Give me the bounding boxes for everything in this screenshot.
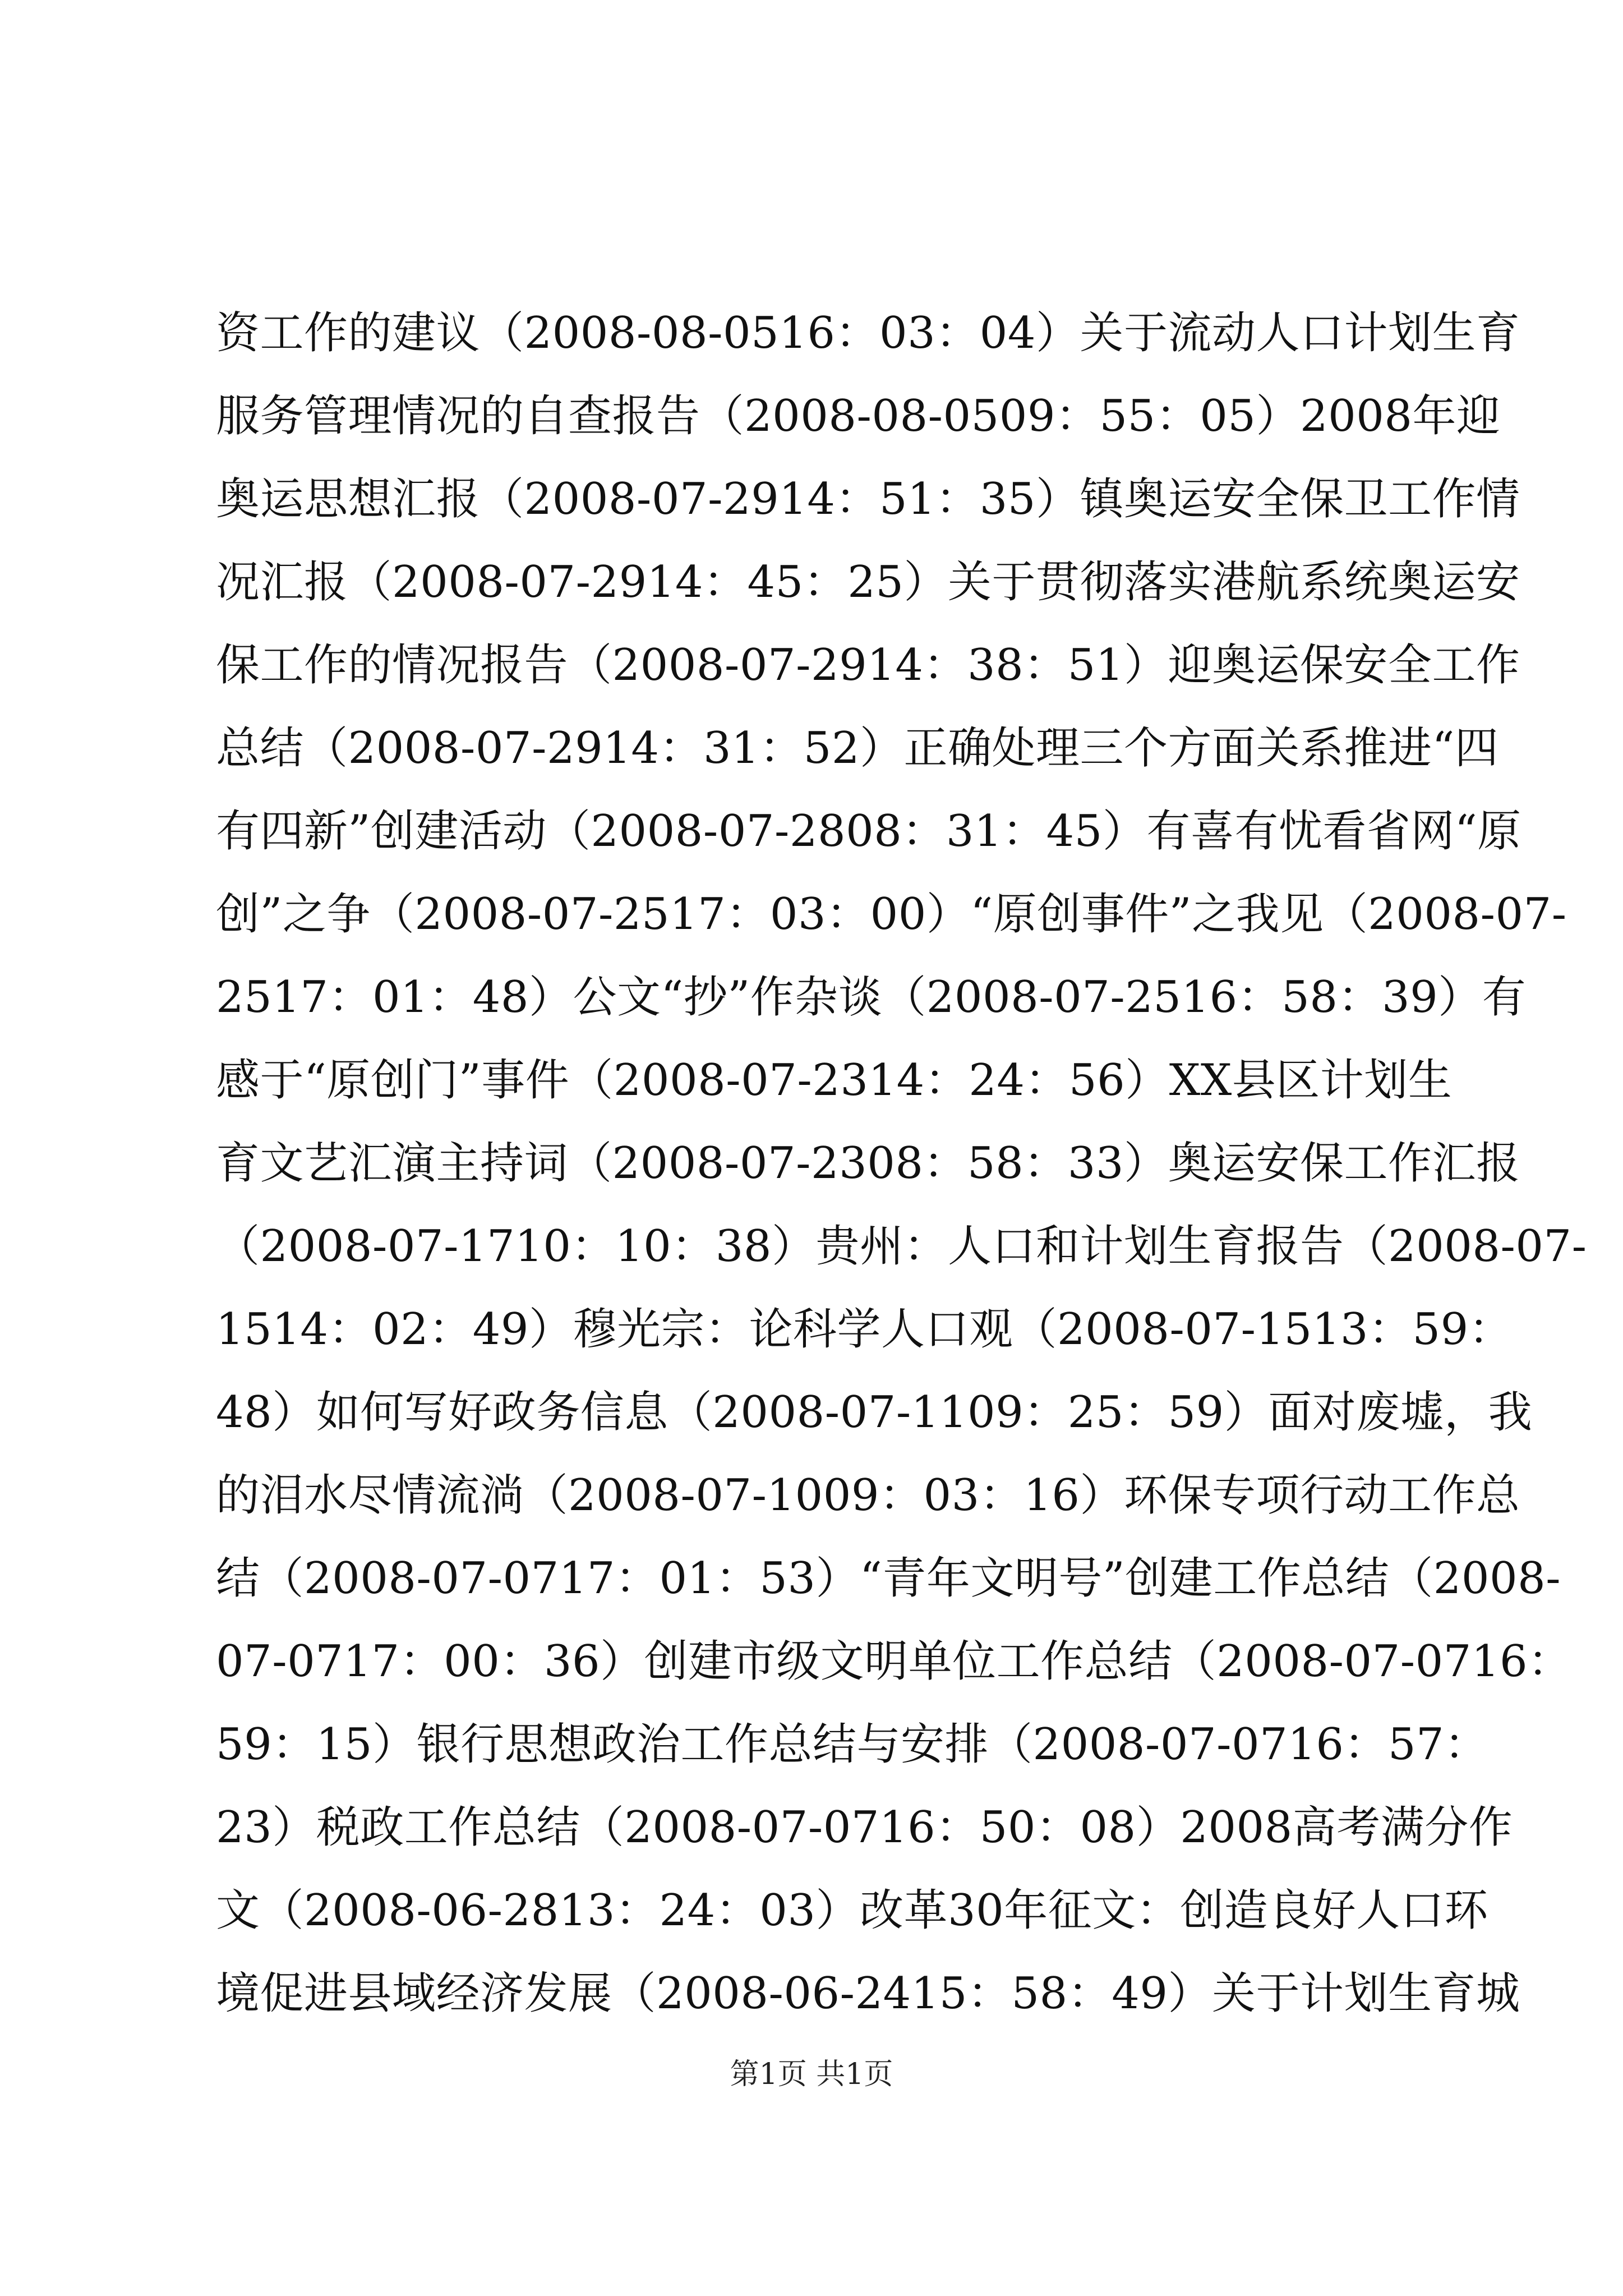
text-line: 2517：01：48）公文“抄”作杂谈（2008-07-2516：58：39）有 <box>216 972 1527 1023</box>
text-line: （2008-07-1710：10：38）贵州：人口和计划生育报告（2008-07- <box>216 1221 1587 1272</box>
text-line: 服务管理情况的自查报告（2008-08-0509：55：05）2008年迎 <box>216 391 1501 441</box>
text-line: 59：15）银行思想政治工作总结与安排（2008-07-0716：57： <box>216 1719 1488 1770</box>
text-line: 奥运思想汇报（2008-07-2914：51：35）镇奥运安全保卫工作情 <box>216 474 1520 524</box>
text-line: 总结（2008-07-2914：31：52）正确处理三个方面关系推进“四 <box>216 723 1499 774</box>
page-footer <box>0 2050 1623 2092</box>
text-line: 1514：02：49）穆光宗：论科学人口观（2008-07-1513：59： <box>216 1304 1513 1355</box>
text-line: 结（2008-07-0717：01：53）“青年文明号”创建工作总结（2008- <box>216 1553 1561 1604</box>
text-line: 育文艺汇演主持词（2008-07-2308：58：33）奥运安保工作汇报 <box>216 1138 1520 1189</box>
text-line: 保工作的情况报告（2008-07-2914：38：51）迎奥运保安全工作 <box>216 640 1520 691</box>
text-line: 的泪水尽情流淌（2008-07-1009：03：16）环保专项行动工作总 <box>216 1470 1520 1521</box>
page-number-label: 第1页 共1页 <box>730 2058 893 2091</box>
text-line: 07-0717：00：36）创建市级文明单位工作总结（2008-07-0716： <box>216 1636 1572 1687</box>
document-body <box>216 292 1587 2035</box>
text-line: 48）如何写好政务信息（2008-07-1109：25：59）面对废墟，我 <box>216 1387 1533 1438</box>
text-line: 资工作的建议（2008-08-0516：03：04）关于流动人口计划生育 <box>216 308 1520 358</box>
text-line: 有四新”创建活动（2008-07-2808：31：45）有喜有忧看省网“原 <box>216 806 1521 857</box>
text-line: 境促进县域经济发展（2008-06-2415：58：49）关于计划生育城 <box>216 1968 1520 2019</box>
text-line: 感于“原创门”事件（2008-07-2314：24：56）XX县区计划生 <box>216 1055 1453 1106</box>
text-line: 23）税政工作总结（2008-07-0716：50：08）2008高考满分作 <box>216 1802 1513 1853</box>
text-line: 况汇报（2008-07-2914：45：25）关于贯彻落实港航系统奥运安 <box>216 557 1520 608</box>
text-line: 创”之争（2008-07-2517：03：00）“原创事件”之我见（2008-07- <box>216 889 1567 940</box>
text-line: 文（2008-06-2813：24：03）改革30年征文：创造良好人口环 <box>216 1885 1488 1936</box>
